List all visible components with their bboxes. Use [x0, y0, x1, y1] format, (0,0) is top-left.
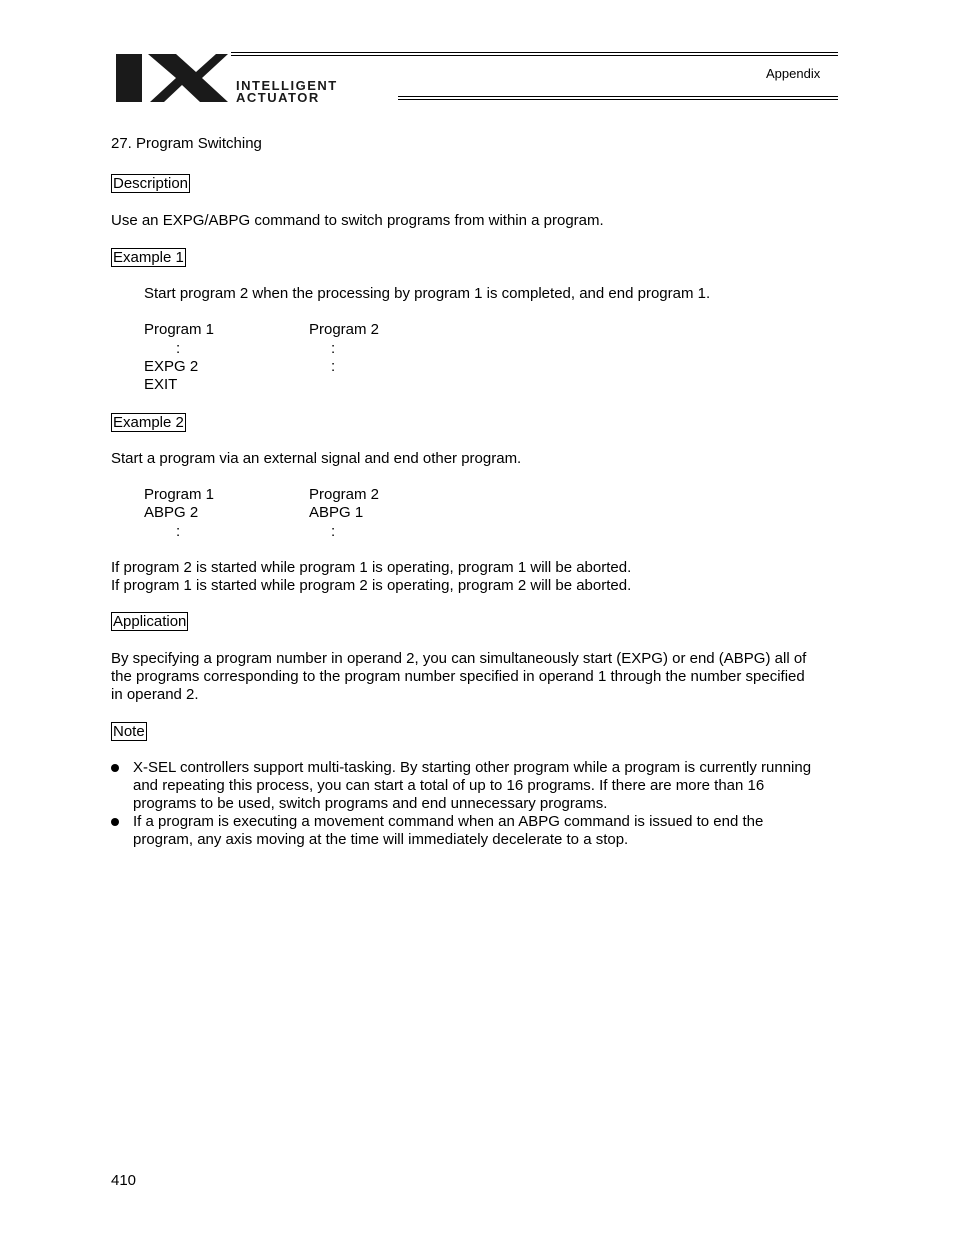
- bullet-dot-icon: [111, 764, 119, 772]
- note-bullet1-line1: X-SEL controllers support multi-tasking. By starting other program while a program is currently running: [133, 759, 812, 776]
- example1-col1-line: :: [176, 340, 181, 357]
- application-label: Application: [113, 613, 187, 630]
- note-bullet2-line2: program, any axis moving at the time will immediately decelerate to a stop.: [133, 831, 629, 848]
- example2-col1-line: Program 1: [144, 486, 215, 503]
- example2-col2-line: Program 2: [309, 486, 380, 503]
- example2-col1-line: :: [176, 523, 181, 540]
- application-line1: By specifying a program number in operand 2, you can simultaneously start (EXPG) or end (ABPG) all of: [111, 650, 807, 667]
- example2-col1-line: ABPG 2: [144, 504, 199, 521]
- application-line2: the programs corresponding to the program number specified in operand 1 through the number specified: [111, 668, 805, 685]
- header-rule-top: [231, 52, 838, 53]
- header-section-label: Appendix: [766, 66, 821, 81]
- example1-col2-line: Program 2: [309, 321, 380, 338]
- example2-col2-line: ABPG 1: [309, 504, 364, 521]
- example1-label: Example 1: [113, 249, 184, 266]
- logo-line1: INTELLIGENT: [236, 78, 338, 93]
- example2-col2-line: :: [331, 523, 336, 540]
- bullet-dot-icon: [111, 818, 119, 826]
- example2-label: Example 2: [113, 414, 184, 431]
- example1-text: Start program 2 when the processing by program 1 is completed, and end program 1.: [144, 285, 711, 302]
- example1-col2-line: :: [331, 358, 336, 375]
- example1-col1-line: EXIT: [144, 376, 178, 393]
- intelligent-actuator-logo: [116, 52, 398, 104]
- section-title: 27. Program Switching: [111, 135, 262, 152]
- logo-line2: ACTUATOR: [236, 90, 320, 104]
- example2-after-line2: If program 1 is started while program 2 is operating, program 2 will be aborted.: [111, 577, 632, 594]
- example2-text: Start a program via an external signal and end other program.: [111, 450, 522, 467]
- note-bullet2-line1: If a program is executing a movement command when an ABPG command is issued to end the: [133, 813, 764, 830]
- header-rule-top-2: [231, 55, 838, 56]
- description-label: Description: [113, 175, 189, 192]
- application-line3: in operand 2.: [111, 686, 199, 703]
- note-label: Note: [113, 723, 145, 740]
- header-rule-bottom-2: [398, 99, 838, 100]
- note-bullet1-line2: and repeating this process, you can start a total of up to 16 programs. If there are more than 16: [133, 777, 765, 794]
- example1-col2-line: :: [331, 340, 336, 357]
- note-bullet1-line3: programs to be used, switch programs and end unnecessary programs.: [133, 795, 608, 812]
- header-rule-bottom: [398, 96, 838, 97]
- description-text: Use an EXPG/ABPG command to switch programs from within a program.: [111, 212, 604, 229]
- example2-after-line1: If program 2 is started while program 1 is operating, program 1 will be aborted.: [111, 559, 632, 576]
- example1-col1-line: EXPG 2: [144, 358, 199, 375]
- page-number: 410: [111, 1172, 137, 1189]
- example1-col1-line: Program 1: [144, 321, 215, 338]
